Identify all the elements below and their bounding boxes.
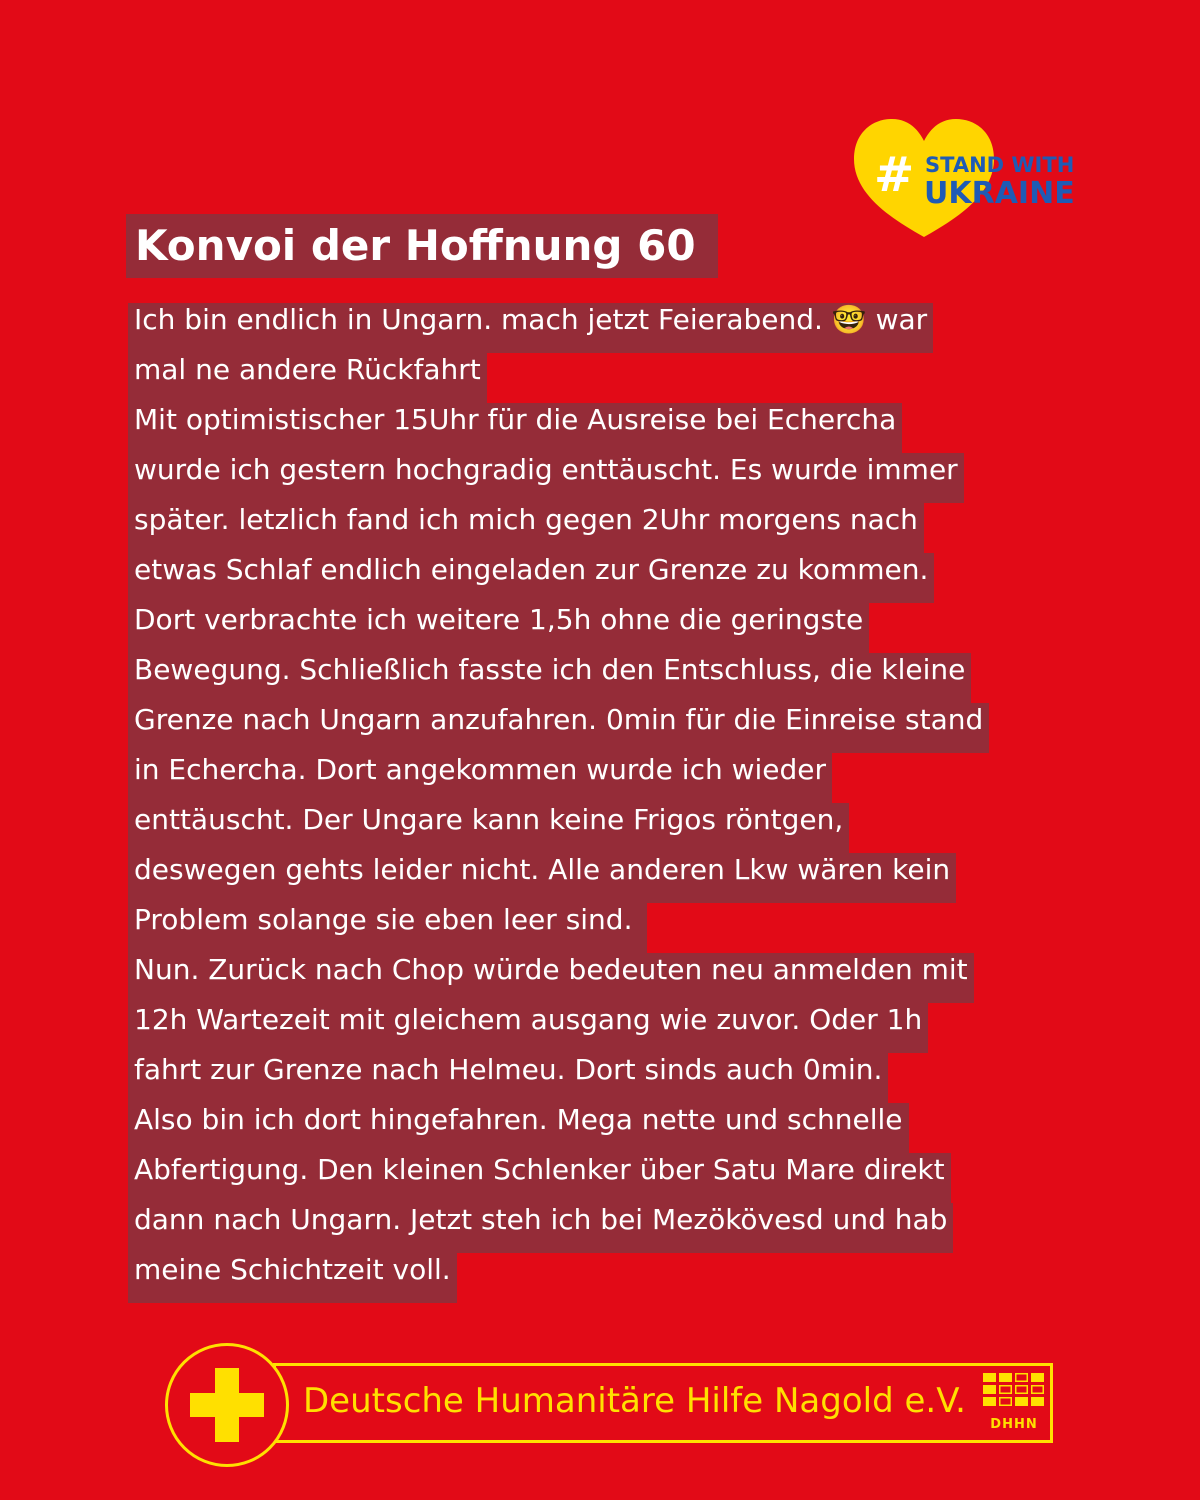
- cross-horizontal-bar: [190, 1393, 264, 1417]
- dhhn-logo-text: DHHN: [990, 1417, 1038, 1432]
- organization-name: Deutsche Humanitäre Hilfe Nagold e.V.: [303, 1381, 966, 1421]
- body-line: Bewegung. Schließlich fasste ich den Entschluss, die kleine: [128, 653, 989, 703]
- body-line: Dort verbrachte ich weitere 1,5h ohne die geringste: [128, 603, 989, 653]
- badge-line-2: UKRAINE: [924, 176, 1075, 211]
- body-line: Problem solange sie eben leer sind.: [128, 903, 989, 953]
- body-line: in Echercha. Dort angekommen wurde ich wieder: [128, 753, 989, 803]
- body-line: Also bin ich dort hingefahren. Mega nette und schnelle: [128, 1103, 989, 1153]
- body-line: wurde ich gestern hochgradig enttäuscht. Es wurde immer: [128, 453, 989, 503]
- dhhn-logo-icon: [983, 1373, 1045, 1417]
- body-line: etwas Schlaf endlich eingeladen zur Grenze zu kommen.: [128, 553, 989, 603]
- body-line: meine Schichtzeit voll.: [128, 1253, 989, 1303]
- hashtag-symbol: #: [874, 147, 915, 203]
- organization-footer: [165, 1343, 1065, 1473]
- body-line: Nun. Zurück nach Chop würde bedeuten neu anmelden mit: [128, 953, 989, 1003]
- body-line: Grenze nach Ungarn anzufahren. 0min für die Einreise stand: [128, 703, 989, 753]
- body-line: dann nach Ungarn. Jetzt steh ich bei Mezökövesd und hab: [128, 1203, 989, 1253]
- red-cross-icon: [165, 1343, 289, 1467]
- post-title: Konvoi der Hoffnung 60: [126, 214, 718, 278]
- body-line: Abfertigung. Den kleinen Schlenker über Satu Mare direkt: [128, 1153, 989, 1203]
- body-line: Mit optimistischer 15Uhr für die Ausreise bei Echercha: [128, 403, 989, 453]
- body-line: 12h Wartezeit mit gleichem ausgang wie zuvor. Oder 1h: [128, 1003, 989, 1053]
- post-body: [128, 303, 989, 1303]
- body-line: enttäuscht. Der Ungare kann keine Frigos röntgen,: [128, 803, 989, 853]
- body-line: später. letzlich fand ich mich gegen 2Uhr morgens nach: [128, 503, 989, 553]
- body-line: fahrt zur Grenze nach Helmeu. Dort sinds auch 0min.: [128, 1053, 989, 1103]
- stand-with-ukraine-badge: [848, 115, 1088, 245]
- body-line: deswegen gehts leider nicht. Alle anderen Lkw wären kein: [128, 853, 989, 903]
- badge-line-1: STAND WITH: [925, 153, 1075, 177]
- body-line: mal ne andere Rückfahrt: [128, 353, 989, 403]
- body-line: Ich bin endlich in Ungarn. mach jetzt Feierabend. 🤓 war: [128, 303, 989, 353]
